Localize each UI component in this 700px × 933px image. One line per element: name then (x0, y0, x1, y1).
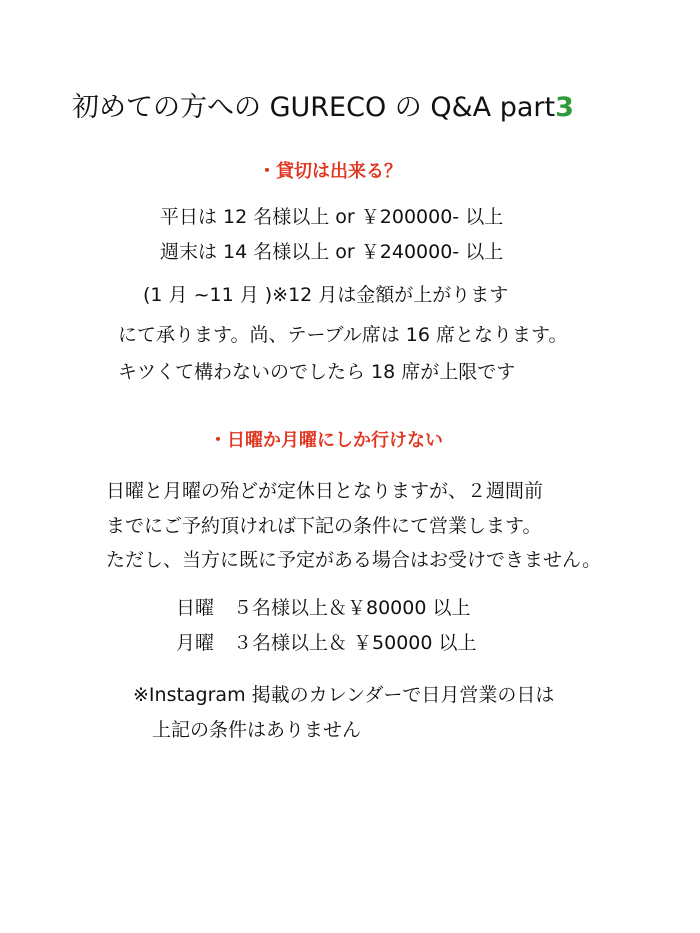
note-line: 上記の条件はありません (152, 719, 362, 741)
text-line: 平日は 12 名様以上 or ￥200000- 以上 (160, 206, 504, 228)
text-line: 週末は 14 名様以上 or ￥240000- 以上 (160, 241, 504, 263)
text-line: にて承ります。尚、テーブル席は 16 席となります。 (118, 324, 568, 346)
text-line: (1 月 ~11 月 )※12 月は金額が上がります (143, 284, 509, 306)
page-title-main: 初めての方への GURECO の Q&A part (72, 92, 556, 123)
page-title-accent: 3 (555, 92, 574, 123)
text-line: 日曜と月曜の殆どが定休日となりますが、２週間前 (106, 480, 544, 502)
note-line: ※Instagram 掲載のカレンダーで日月営業の日は (133, 684, 555, 706)
condition-monday: 月曜 ３名様以上＆ ￥50000 以上 (176, 632, 477, 654)
text-line: ただし、当方に既に予定がある場合はお受けできません。 (106, 549, 602, 571)
page-title (72, 94, 574, 121)
section-heading-private-booking: ・貸切は出来る？ (258, 161, 402, 182)
condition-sunday: 日曜 ５名様以上＆￥80000 以上 (176, 597, 471, 619)
text-line: キツくて構わないのでしたら 18 席が上限です (118, 361, 516, 383)
section-heading-sunday-monday: ・日曜か月曜にしか行けない (209, 430, 443, 451)
text-line: までにご予約頂ければ下記の条件にて営業します。 (106, 515, 542, 537)
